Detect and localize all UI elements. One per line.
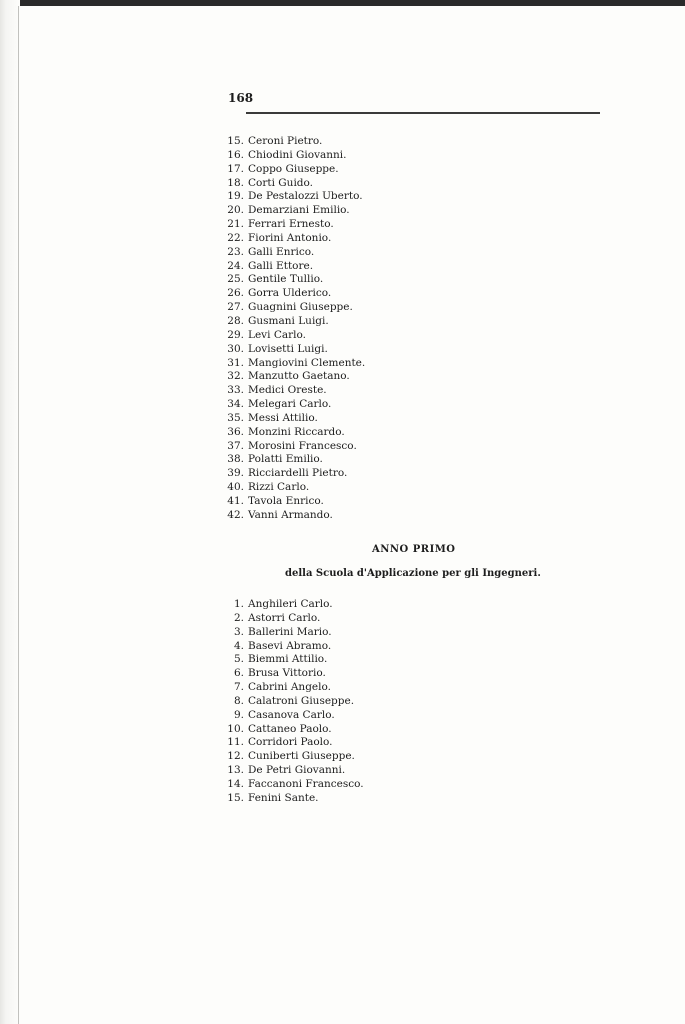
student-name: Demarziani Emilio. bbox=[248, 204, 350, 217]
student-name: De Petri Giovanni. bbox=[248, 764, 346, 777]
student-name: Faccanoni Francesco. bbox=[248, 777, 364, 790]
list-item bbox=[222, 163, 365, 177]
page-top-border bbox=[0, 0, 685, 6]
item-number: 36. bbox=[227, 425, 244, 438]
list-item bbox=[222, 695, 364, 709]
list-item bbox=[222, 467, 365, 481]
list-item bbox=[222, 177, 365, 191]
list-item bbox=[222, 778, 364, 792]
student-name: Calatroni Giuseppe. bbox=[248, 694, 355, 707]
list-item bbox=[222, 792, 364, 806]
student-name: Gusmani Luigi. bbox=[248, 314, 329, 327]
item-number: 14. bbox=[227, 777, 244, 790]
item-number: 41. bbox=[227, 494, 244, 507]
student-name: Cabrini Angelo. bbox=[248, 681, 331, 694]
list-item bbox=[222, 736, 364, 750]
student-name: Polatti Emilio. bbox=[248, 453, 323, 466]
student-name: Brusa Vittorio. bbox=[248, 667, 326, 680]
list-item bbox=[222, 370, 365, 384]
student-name: De Pestalozzi Uberto. bbox=[248, 190, 363, 203]
item-number: 15. bbox=[227, 135, 244, 147]
student-name: Manzutto Gaetano. bbox=[248, 370, 350, 383]
item-number: 10. bbox=[227, 722, 244, 735]
item-number: 33. bbox=[227, 384, 244, 397]
section-title: ANNO PRIMO bbox=[372, 544, 456, 555]
list-item bbox=[222, 190, 365, 204]
student-name: Messi Attilio. bbox=[248, 411, 318, 424]
item-number: 5. bbox=[233, 653, 244, 666]
student-name: Morosini Francesco. bbox=[248, 439, 357, 452]
student-name: Lovisetti Luigi. bbox=[248, 342, 328, 355]
item-number: 35. bbox=[227, 411, 244, 424]
student-name: Levi Carlo. bbox=[248, 328, 306, 341]
student-name: Anghileri Carlo. bbox=[248, 598, 333, 610]
student-name: Chiodini Giovanni. bbox=[248, 148, 347, 161]
item-number: 40. bbox=[227, 481, 244, 494]
list-item bbox=[222, 246, 365, 260]
item-number: 1. bbox=[233, 598, 244, 610]
item-number: 34. bbox=[227, 398, 244, 411]
student-list-anno-primo bbox=[222, 598, 364, 806]
list-item bbox=[222, 426, 365, 440]
item-number: 24. bbox=[227, 259, 244, 272]
list-item bbox=[222, 495, 365, 509]
list-item bbox=[222, 509, 365, 523]
student-name: Galli Ettore. bbox=[248, 259, 314, 272]
student-name: Melegari Carlo. bbox=[248, 398, 332, 411]
item-number: 9. bbox=[233, 708, 244, 721]
student-name: Fiorini Antonio. bbox=[248, 231, 332, 244]
student-name: Gorra Ulderico. bbox=[248, 287, 332, 300]
list-item bbox=[222, 440, 365, 454]
list-item bbox=[222, 612, 364, 626]
item-number: 25. bbox=[227, 273, 244, 286]
page-binding-edge bbox=[0, 0, 20, 1024]
list-item bbox=[222, 453, 365, 467]
item-number: 8. bbox=[233, 694, 244, 707]
student-name: Corridori Paolo. bbox=[248, 736, 333, 749]
student-name: Cattaneo Paolo. bbox=[248, 722, 332, 735]
student-name: Guagnini Giuseppe. bbox=[248, 301, 353, 314]
list-item bbox=[222, 204, 365, 218]
item-number: 31. bbox=[227, 356, 244, 369]
item-number: 21. bbox=[227, 218, 244, 231]
item-number: 42. bbox=[227, 508, 244, 521]
student-name: Casanova Carlo. bbox=[248, 708, 335, 721]
list-item bbox=[222, 750, 364, 764]
item-number: 32. bbox=[227, 370, 244, 383]
student-name: Ballerini Mario. bbox=[248, 625, 332, 638]
item-number: 29. bbox=[227, 328, 244, 341]
list-item bbox=[222, 412, 365, 426]
list-item bbox=[222, 301, 365, 315]
item-number: 39. bbox=[227, 467, 244, 480]
list-item bbox=[222, 598, 364, 612]
item-number: 2. bbox=[233, 611, 244, 624]
item-number: 19. bbox=[227, 190, 244, 203]
page-number: 168 bbox=[228, 91, 254, 105]
list-item bbox=[222, 218, 365, 232]
student-name: Fenini Sante. bbox=[248, 791, 319, 804]
list-item bbox=[222, 384, 365, 398]
item-number: 17. bbox=[227, 162, 244, 175]
student-name: Monzini Riccardo. bbox=[248, 425, 345, 438]
student-name: Ferrari Ernesto. bbox=[248, 218, 334, 231]
item-number: 26. bbox=[227, 287, 244, 300]
list-item bbox=[222, 681, 364, 695]
section-subtitle: della Scuola d'Applicazione per gli Ingegneri. bbox=[285, 568, 541, 579]
student-name: Ceroni Pietro. bbox=[248, 135, 323, 147]
student-name: Basevi Abramo. bbox=[248, 639, 332, 652]
student-list-continued bbox=[222, 135, 365, 523]
item-number: 12. bbox=[227, 750, 244, 763]
student-name: Astorri Carlo. bbox=[248, 611, 321, 624]
item-number: 16. bbox=[227, 148, 244, 161]
list-item bbox=[222, 723, 364, 737]
item-number: 23. bbox=[227, 245, 244, 258]
list-item bbox=[222, 481, 365, 495]
list-item bbox=[222, 709, 364, 723]
item-number: 15. bbox=[227, 791, 244, 804]
list-item bbox=[222, 626, 364, 640]
item-number: 7. bbox=[233, 681, 244, 694]
binding-line bbox=[18, 6, 19, 1024]
item-number: 27. bbox=[227, 301, 244, 314]
header-rule bbox=[246, 112, 600, 114]
item-number: 22. bbox=[227, 231, 244, 244]
student-name: Galli Enrico. bbox=[248, 245, 315, 258]
list-item bbox=[222, 398, 365, 412]
student-name: Coppo Giuseppe. bbox=[248, 162, 339, 175]
student-name: Biemmi Attilio. bbox=[248, 653, 328, 666]
list-item bbox=[222, 357, 365, 371]
student-name: Medici Oreste. bbox=[248, 384, 327, 397]
list-item bbox=[222, 315, 365, 329]
item-number: 18. bbox=[227, 176, 244, 189]
item-number: 4. bbox=[233, 639, 244, 652]
item-number: 20. bbox=[227, 204, 244, 217]
list-item bbox=[222, 640, 364, 654]
item-number: 30. bbox=[227, 342, 244, 355]
list-item bbox=[222, 135, 365, 149]
list-item bbox=[222, 343, 365, 357]
list-item bbox=[222, 287, 365, 301]
list-item bbox=[222, 667, 364, 681]
student-name: Rizzi Carlo. bbox=[248, 481, 310, 494]
item-number: 37. bbox=[227, 439, 244, 452]
item-number: 6. bbox=[233, 667, 244, 680]
student-name: Tavola Enrico. bbox=[248, 494, 324, 507]
student-name: Mangiovini Clemente. bbox=[248, 356, 366, 369]
item-number: 28. bbox=[227, 314, 244, 327]
student-name: Gentile Tullio. bbox=[248, 273, 324, 286]
list-item bbox=[222, 329, 365, 343]
student-name: Ricciardelli Pietro. bbox=[248, 467, 348, 480]
list-item bbox=[222, 260, 365, 274]
list-item bbox=[222, 149, 365, 163]
student-name: Vanni Armando. bbox=[248, 508, 333, 521]
list-item bbox=[222, 764, 364, 778]
list-item bbox=[222, 653, 364, 667]
item-number: 3. bbox=[233, 625, 244, 638]
student-name: Cuniberti Giuseppe. bbox=[248, 750, 355, 763]
item-number: 11. bbox=[227, 736, 244, 749]
item-number: 13. bbox=[227, 764, 244, 777]
list-item bbox=[222, 232, 365, 246]
list-item bbox=[222, 273, 365, 287]
item-number: 38. bbox=[227, 453, 244, 466]
student-name: Corti Guido. bbox=[248, 176, 313, 189]
